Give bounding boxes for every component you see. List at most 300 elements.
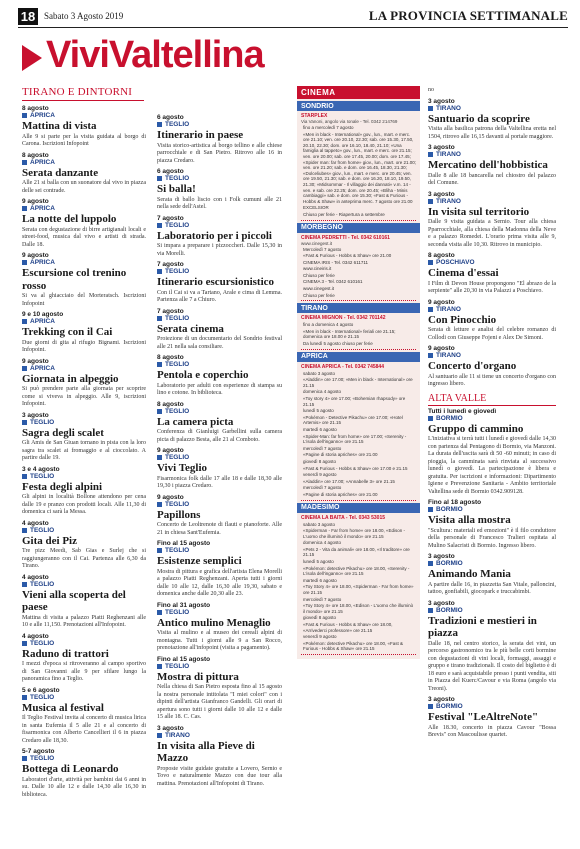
square-bullet-icon [428,507,433,512]
event-title: Con Pinocchio [428,313,497,326]
cinema-venue: CINEMA LA BAITA - Tel. 0343 53015 [301,514,386,521]
event-place-label: TEGLIO [30,639,55,647]
event-place [22,205,146,212]
cinema-schedule-line: «Aladdin» ore 17.00; «Men in black - International» ore 21.15 [303,377,413,388]
cinema-schedule-line: mercoledì 7 agosto [303,485,342,491]
event-place-label: BORMIO [436,414,463,422]
event-title: Mercatino dell'hobbistica [428,159,548,171]
event-date: 9 agosto [157,493,184,501]
event-item [157,114,282,165]
event-place-label: TIRANO [165,731,190,739]
event-date: 5 e 6 agosto [22,686,60,694]
event-description: Proposte visite guidate gratuite a Lovero, Sernio e Tovo e naturalmente Mazzo con due tour alla mattina. Prenotazioni all'Infopoint di Tirano. [157,765,282,787]
square-bullet-icon [157,362,162,367]
square-bullet-icon [428,416,433,421]
event-item [157,168,282,212]
event-place [157,454,282,461]
event-place-label: BORMIO [436,703,463,710]
cinema-schedule-line: lunedì 5 agosto [303,559,334,565]
cinema-schedule-line: www.cinegest.it [303,286,335,292]
event-description: Alle 9 si parte per la visita guidata al borgo di Carona. Iscrizioni Infopoint [22,133,146,147]
square-bullet-icon [22,641,27,646]
event-date: 9 agosto [428,298,455,306]
event-date: Fino al 15 agosto [157,655,211,663]
square-bullet-icon [157,176,162,181]
event-item [22,574,146,630]
square-bullet-icon [157,502,162,507]
square-bullet-icon [428,152,433,157]
event-place-label: APRICA [30,158,55,166]
event-description: I mezzi d'epoca si ritroveranno al campo sportivo di San Giovanni alle 9 per sfilare lungo la panoramica fino a Teglio. [22,661,146,682]
event-date: 3 agosto [428,97,455,105]
event-place-label: APRICA [30,364,55,372]
event-item [428,499,556,550]
event-place [428,415,556,422]
event-place-label: TEGLIO [30,418,55,426]
cinema-venue: CINEMA APRICA - Tel. 0342 745844 [301,363,384,370]
alta-valle-divider [428,405,556,406]
event-date: 8 agosto [22,151,49,159]
event-description: Visita alla basilica patrona della Valtellina eretta nel 1504, ritrovo alle 16,15 davanti al portale maggiore. [428,126,556,140]
square-bullet-icon [157,664,162,669]
square-bullet-icon [428,353,433,358]
event-description: "Scultura: materiali ed emozioni" è il filo conduttore della personale di Francesco Tralieri ospitata al Mulino Salacristi di Bormio. Ingresso libero. [428,527,556,549]
event-place-label: TIRANO [436,352,461,359]
event-place-label: TEGLIO [30,755,55,762]
event-item [157,354,282,398]
square-bullet-icon [22,695,27,700]
cinema-city: APRICA [297,352,420,362]
event-place [428,151,556,158]
event-date: 9 e 10 agosto [22,311,64,318]
event-title: Bottega di Leonardo [22,763,119,775]
cinema-schedule-line: «Pagine di storia apriches» ore 21.00 [303,452,378,458]
event-place [22,755,146,762]
event-place [22,694,146,701]
event-place [157,222,282,229]
event-item [428,144,556,188]
square-bullet-icon [22,319,27,324]
event-date: 7 agosto [157,214,184,222]
event-place-label: TEGLIO [165,121,190,128]
alta-valle-heading: ALTA VALLE [428,392,487,404]
event-title: Antico mulino Menaglio [157,616,271,629]
event-place-label: TEGLIO [165,314,190,322]
event-title: Serata cinema [157,322,224,335]
event-title: Esistenze semplici [157,555,242,567]
cinema-schedule-line: «Toy Story 4» ore 18.00, «Spiderman - Far from home» ore 21.15 [303,584,414,596]
event-date: Fino al 31 agosto [157,601,211,609]
arrow-icon [22,45,42,71]
cinema-schedule-line: martedì 6 agosto [303,426,337,432]
event-date: 7 agosto [157,307,184,315]
event-place-label: APRICA [30,205,55,212]
cinema-schedule-line: lunedì 5 agosto [303,408,334,414]
event-title: Visita alla mostra [428,514,511,526]
event-item [157,447,282,491]
event-place [428,198,556,205]
event-title: Vieni alla scoperta del paese [22,588,126,613]
square-bullet-icon [22,528,27,533]
page-number: 18 [18,8,38,25]
event-date: 3 agosto [428,599,455,607]
cinema-schedule-line: «Toy story 4» ore 17.00; «Bohemian rhapsody» ore 21.15 [303,396,406,407]
event-date: 6 agosto [157,114,184,121]
event-item [22,358,146,409]
square-bullet-icon [157,455,162,460]
event-item [428,345,556,389]
event-place-label: TEGLIO [30,472,55,480]
cinema-divider [301,349,416,350]
event-date: Fino al 18 agosto [428,499,482,506]
event-place-label: TEGLIO [165,608,190,616]
cinema-schedule-line: «Fast & Furious - Hobbs & Shaw» ore 18.00, «Arrivederci professore» ore 21.15 [303,622,393,633]
event-item [22,311,146,355]
cinema-schedule-line: venerdì 9 agosto [303,472,337,478]
event-place [157,732,282,739]
square-bullet-icon [157,610,162,615]
cinema-schedule-line: Chiuso per ferie [303,292,335,298]
cinema-schedule-line: «Pokémon - Detective Pikachu» ore 17.00; «Hotel Artemis» ore 21.15 [303,414,403,426]
event-title: Escursione col trenino rosso [22,267,127,292]
event-description: Si va al ghiacciaio del Morteratsch. Iscrizioni Infopoint [22,293,146,307]
event-place-label: TEGLIO [30,526,55,534]
event-place [428,306,556,313]
event-item [428,600,556,694]
event-place [428,259,556,266]
event-place-label: TEGLIO [165,547,190,554]
square-bullet-icon [22,756,27,761]
event-place [157,315,282,322]
square-bullet-icon [22,206,27,211]
event-date: 5-7 agosto [22,748,55,755]
square-bullet-icon [157,269,162,274]
event-description: Si impara a preparare i pizzoccheri. Dalle 15,30 in via Morelli. [157,243,282,257]
event-description: A partire dalle 16, in piazzetta San Vitale, palloncini, tattoo, gonfiabili, giocopark e truccabimbi. [428,581,556,595]
cinema-schedule-line: fino a domenica 4 agosto [303,322,354,328]
event-date: 8 agosto [157,400,184,408]
event-description: Conferenza di Gianluigi Garbellini sulla camera picta di palazzo Besta, alle 21 al Comboto. [157,429,282,443]
event-item [157,602,282,653]
cinema-city: MORBEGNO [297,223,420,233]
event-place [157,501,282,508]
event-date: 9 agosto [157,447,184,454]
cinema-schedule-line: Chiuso per ferie - Riapertura a settembre [303,211,385,217]
event-title: Cinema d'essai [428,267,499,279]
event-description: Serata di letture e analisi del celebre romanzo di Collodi con Giuseppe Fojeni e Alex De Simoni. [428,327,556,341]
square-bullet-icon [22,474,27,479]
event-place [428,352,556,359]
event-description: Il Teglio Festival invita al concerto di musica lirica in santa Eufemia il 5 alle 21 e al concerto di fisarmonica con Alberto Cancellieri il 6 in piazza Credaro alle 18,30. [22,715,146,744]
event-item [22,105,146,149]
cinema-schedule-line: mercoledì 7 agosto [303,596,342,602]
event-title: Raduno di trattori [22,647,109,660]
event-title: Itinerario in paese [157,129,244,141]
event-place-label: POSCHIAVO [436,259,475,266]
cinema-schedule-line: Mercoledì 7 agosto [303,246,342,252]
event-date: 4 agosto [22,632,49,640]
cinema-schedule-line: venerdì 9 agosto [303,634,337,640]
event-place [157,121,282,128]
event-place-label: TIRANO [436,305,461,313]
cinema-schedule-line: domenica 4 agosto [303,540,342,546]
event-item [22,198,146,249]
cinema-address: www.cinegest.it [301,240,333,246]
event-place-label: TEGLIO [165,361,190,368]
event-item [157,261,282,305]
event-place-label: TIRANO [436,104,461,112]
event-date: Fino al 15 agosto [157,540,211,547]
event-title: Si balla! [157,183,196,195]
event-place [22,365,146,372]
event-description: Laboratorio per adulti con esperienze di stampa su lino e cotone. In biblioteca. [157,382,282,396]
cinema-schedule-line: domenica 4 agosto [303,389,342,395]
event-place [157,663,282,670]
cinema-divider [301,500,416,501]
event-description: Alle 21 si balla con un suonatore dal vivo in piazza delle sei contrade. [22,180,146,194]
event-date: 9 agosto [22,198,49,205]
event-description: Gli alpini in località Bollone attendono per cena dalle 19 e pranzo con prodotti locali. Alle 11,30 di domenica ci sarà la Messa. [22,494,146,515]
event-title: Festa degli alpini [22,480,103,493]
event-description: Visita storico-artistica al borgo tellino e alle chiese parrocchiale e di San Pietro. Ritrovo alle 16 in piazza Credaro. [157,142,282,164]
event-place [428,560,556,567]
event-item [428,696,556,740]
event-date: Tutti i lunedì e giovedì [428,407,497,415]
event-date: 3 agosto [428,190,455,198]
square-bullet-icon [428,608,433,613]
event-description: Serata con degustazione di birre artigianali locali e street-food, musica dal vivo e artisti di strada. Dalle 18. [22,226,146,248]
event-title: Mattina di vista [22,120,97,132]
event-description: Laboratori d'arte, attività per bambini dai 6 anni in su. Dalle 10 alle 12 e dalle 14,30 alle 16,30 in biblioteca. [22,776,146,798]
event-place-label: TEGLIO [30,693,55,701]
event-item [157,494,282,538]
square-bullet-icon [428,106,433,111]
event-description: Proiezione di un documentario del Sondrio festival alle 21 nella sala consiliare. [157,336,282,350]
event-place [22,112,146,119]
cinema-address: Via Vanoni, angolo via Ionale - Tel. 0342 214769 [301,119,398,124]
square-bullet-icon [428,704,433,709]
event-item [22,633,146,684]
event-place [22,581,146,588]
event-title: Sagra degli scalet [22,426,104,439]
cinema-schedule-line: sabato 3 agosto [303,370,336,376]
event-place-label: APRICA [30,259,55,266]
event-date: 3 agosto [428,144,455,151]
event-item [428,87,556,95]
event-description: Serata di ballo liscio con i Folk cumuni alle 21 nella sede dell'Astel. [157,196,282,210]
event-title: Gruppo di cammino [428,422,524,435]
event-date: 9 agosto [22,357,49,365]
newspaper-name: LA PROVINCIA SETTIMANALE [368,8,568,23]
square-bullet-icon [428,199,433,204]
cinema-schedule-line: sabato 3 agosto [303,521,336,527]
event-date: 6 agosto [157,168,184,175]
event-place-label: TEGLIO [165,175,190,182]
event-title: In visita alla Pieve di Mazzo [157,739,255,764]
event-place [157,361,282,368]
cinema-schedule-line: Chiuso per ferie [303,272,335,278]
cinema-schedule-line: martedì 6 agosto [303,577,337,583]
event-description: Si può prendere parte alla giornata per scoprire come si viveva in alpeggio. Alle 9, iscrizioni Infopoint. [22,386,146,407]
event-title: Laboratorio per i piccoli [157,229,272,242]
event-place [22,527,146,534]
cinema-city: SONDRIO [297,101,420,111]
cinema-header: CINEMA [297,86,420,99]
square-bullet-icon [22,260,27,265]
event-title: Musica al festival [22,701,104,714]
event-place [428,703,556,710]
event-description: Mostra di pittura e grafica dell'artista Elena Morelli a palazzo Piatti Reghenzani. Aperta tutti i giorni dalle 10 alle 12, dalle 16,30 alle 19,30, sabato e domenica anche dalle 20,30 alle 23. [157,568,282,597]
event-title: La notte del luppolo [22,213,117,225]
event-place [157,408,282,415]
event-title: Pentola e coperchio [157,369,249,381]
event-description: I Film di Devon House propongono "El abrazo de la serpiente" alle 20,30 in via Palazzi a Poschiavo. [428,280,556,294]
event-item [22,520,146,571]
square-bullet-icon [157,548,162,553]
event-title: Serata danzante [22,166,99,179]
event-description: Concerto de Leoltrenote di flauti e pianoforte. Alle 21 in chiesa Sant'Eufemia. [157,522,282,536]
section-title: ViviValtellina [46,34,264,76]
cinema-schedule-line: fino a mercoledì 7 agosto [303,125,354,130]
cinema-schedule-line: giovedì 8 agosto [303,615,337,621]
event-description: Due giorni di gita al rifugio Bignami. Iscrizioni Infopoint. [22,339,146,353]
event-place [22,259,146,266]
square-bullet-icon [428,561,433,566]
cinema-schedule-line: mercoledì 7 agosto [303,445,342,451]
event-date: 8 agosto [428,252,455,259]
square-bullet-icon [157,223,162,228]
event-item [428,191,556,250]
event-place [428,607,556,614]
event-place [22,640,146,647]
event-date: 4 agosto [22,573,49,581]
event-item [428,408,556,497]
event-place-label: BORMIO [436,506,463,513]
square-bullet-icon [22,366,27,371]
event-date: 3 agosto [22,411,49,419]
event-item [22,412,146,463]
event-title: La camera picta [157,415,234,428]
event-description: Gli Amis de San Giuan tornano in pista con la loro sagra tra scalet ai fromaggio e al cioccolato. A partire dalle 19. [22,440,146,461]
event-place-label: TEGLIO [30,580,55,588]
cinema-schedule-line: CINEMA IRIS - Tel. 0342 611711 [303,259,369,265]
event-item [157,725,282,789]
event-place-label: APRICA [30,112,55,119]
cinema-schedule-line: «Men in black - International» feriali ore 21.15; domenica ore 18.00 e 21.15 [303,328,396,340]
event-description: no [428,87,434,93]
event-title: Gita dei Piz [22,534,77,547]
square-bullet-icon [157,122,162,127]
cinema-schedule-line: EXCELSIOR [303,205,329,211]
event-place-label: BORMIO [436,560,463,567]
event-description: Dalle 8 alle 18 bancarella nel chiostro del palazzo del Comune. [428,172,556,186]
event-description: Visita al mulino e al museo dei cereali alpini di montagna. Tutti i giorni alle 9 a San Rocco, prenotazione all'infopoint (visita a pagamento). [157,630,282,651]
cinema-schedule-line: «Fast & Furious - Hobbs & Shaw» ore 17.00 e 21.15 [303,465,408,471]
event-item [428,252,556,296]
event-date: 4 agosto [22,519,49,527]
event-place [22,318,146,325]
event-item [22,466,146,517]
event-item [157,215,282,259]
event-place-label: APRICA [30,318,55,325]
event-item [22,687,146,746]
event-item [22,152,146,196]
event-place-label: TIRANO [436,151,461,158]
cinema-schedule-line: «Pets 2 - Vita da animali» ore 18.00, «Il traditore» ore 21.15 [303,546,410,558]
cinema-schedule-line: «Pokémon: detective Pikachu» ore 18.00, «Fast & Furious - Hobbs & Shaw» ore 21.15 [303,640,404,652]
event-place-label: TEGLIO [165,407,190,415]
event-date: 9 agosto [428,345,455,352]
event-item [428,553,556,597]
cinema-listings [297,86,420,659]
square-bullet-icon [22,420,27,425]
page-header [18,6,568,28]
event-item [157,540,282,599]
event-place [157,547,282,554]
event-date: 3 agosto [428,696,455,703]
cinema-schedule-line: CINEMA 3 - Tel. 0342 610161 [303,279,363,285]
square-bullet-icon [428,260,433,265]
events-column-1 [22,103,146,802]
cinema-schedule-line: «Spider-Man: far from home» ore 17.00; «Serenity - L'isola dell'inganno» ore 21.15 [303,433,407,445]
event-place [22,159,146,166]
event-item [22,252,146,308]
event-title: Santuario da scoprire [428,112,530,125]
event-title: Trekking con il Cai [22,326,113,338]
cinema-schedule-line: www.cineiris.it [303,266,332,272]
cinema-schedule-line: «Toy Story 4» ore 18.00, «Edison - L'uomo che illuminò il mondo» ore 21.15 [303,603,414,614]
cinema-city: MADESIMO [297,503,420,513]
event-description: Dalle 9 visita guidata a Sernio. Tour alla chiesa Pparrocchiale, alla chiesa della Madonna della Neve e a palazzo Romedei. L'orario prima visita alle 9, seconda visita alle 10,30. Ritrovo in municipio. [428,219,556,248]
cinema-schedule-line: «Aladdin» ore 17.00; «Annabelle 3» ore 21.15 [303,478,395,484]
event-description: Fisarmonica folk dalle 17 alle 18 e dalle 18,30 alle 19,30 i piazza Credaro. [157,475,282,489]
event-description: Alle 18.30, concerto in piazza Cavour "Bossa Brevis" con Mascoulisse quartet. [428,724,556,738]
event-place [428,105,556,112]
cinema-divider [301,654,416,655]
region-heading: TIRANO E DINTORNI [22,86,133,98]
event-description: Dalle 18, nel centro storico, la serata dei vini, un percorso gastronomico tra le più belle corti bormine con degustazioni di vini locali, formaggi, assaggi e gruppo e tirano tradizionali. Il costo del biglietto è di 18 euro e sarà acquistabile presso i punti vendita, siti in Piazza del Kuerc/Cavour e via Roma (angolo via Treoni). [428,640,556,692]
cinema-schedule-line: «Spiderman - Far from home» ore 18.00, «Edison - L'uomo che illuminò il mondo» ore 21.15 [303,528,406,539]
square-bullet-icon [157,409,162,414]
cinema-city: TIRANO [297,303,420,313]
cinema-schedule-line: Da lunedì 5 agosto chiuso per ferie [303,341,373,347]
cinema-schedule-line: «Fast & Furious - Hobbs & Shaw» ore 21.00 [303,253,392,259]
event-description: L'iniziativa si terrà tutti i lunedì e giovedì dalle 14,30 con partenza dal Pentagono di Bormio, via Manzoni. La durata dell'uscita sarà di 50 -60 minuti; in caso di pioggia, la camminata sarà rinviata al successivo lunedì o giovedì. La partecipazione è libera e gratuita. Per iscrizioni e informazioni: Dipartimento Igiene e Prevenzione Sanitaria - Ambito territoriale Valtellina sede di Bormio 0342.909128. [428,436,556,495]
event-date: 8 agosto [157,354,184,361]
event-item [428,98,556,142]
event-title: Mostra di pittura [157,670,239,683]
page-date: Sabato 3 Agosto 2019 [44,11,124,21]
event-place [22,473,146,480]
cinema-schedule-line: «Men in black - International» gov., lun., mart. e merc. ore 21.10; ven. ore 20.10, 22.30; sab. ore 15.30, 17.50, 20.10, 22.30; dom. ore 16.10, 18.40, 21.10; «Una famiglia al tappeto» gov., lun., mart. e merc. ore 21.15; ven. ore 20.00; sab. ore 17.45, 20.00; dom. ore 17.45; «Spider man: far from home» giov., lun., mart. ore 21.00; ven. ore 21.20; sab. e dom. ore 16.45, 18.30, 21.30; «Dolceliubes» giov., lun., mart. e merc. ore 20.45; ven. ore 19.50, 21.30; sab. e dom. ore 16.20, 18.10, 19.50, 21.30; «Midsommar - Il villaggio dei dannati» v.m. 14 - ven. e sab. ore 22.25; dom. ore 20.45; «Bliha - Minis cambiaggi» sab. e dom. ore 15.30; «Fast & Furious - Hobbs & Shaw» in anteprima merc. 7 agosto ore 21.00 [303,131,416,204]
square-bullet-icon [428,307,433,312]
cinema-venue: CINEMA MIGNON - Tel. 0342 701142 [301,315,386,322]
event-title: Festival "LeAltreNote" [428,711,539,723]
event-place-label: TEGLIO [165,500,190,508]
event-place-label: BORMIO [436,606,463,614]
event-item [428,299,556,343]
event-place [428,506,556,513]
cinema-venue: CINEMA PEDRETTI - Tel. 0342 610161 [301,234,390,241]
event-title: In visita sul territorio [428,205,530,218]
event-item [157,656,282,722]
square-bullet-icon [22,113,27,118]
event-place [22,419,146,426]
event-title: Animando Mania [428,568,511,580]
event-place-label: TIRANO [436,197,461,205]
event-place-label: TEGLIO [165,454,190,461]
event-place [157,609,282,616]
